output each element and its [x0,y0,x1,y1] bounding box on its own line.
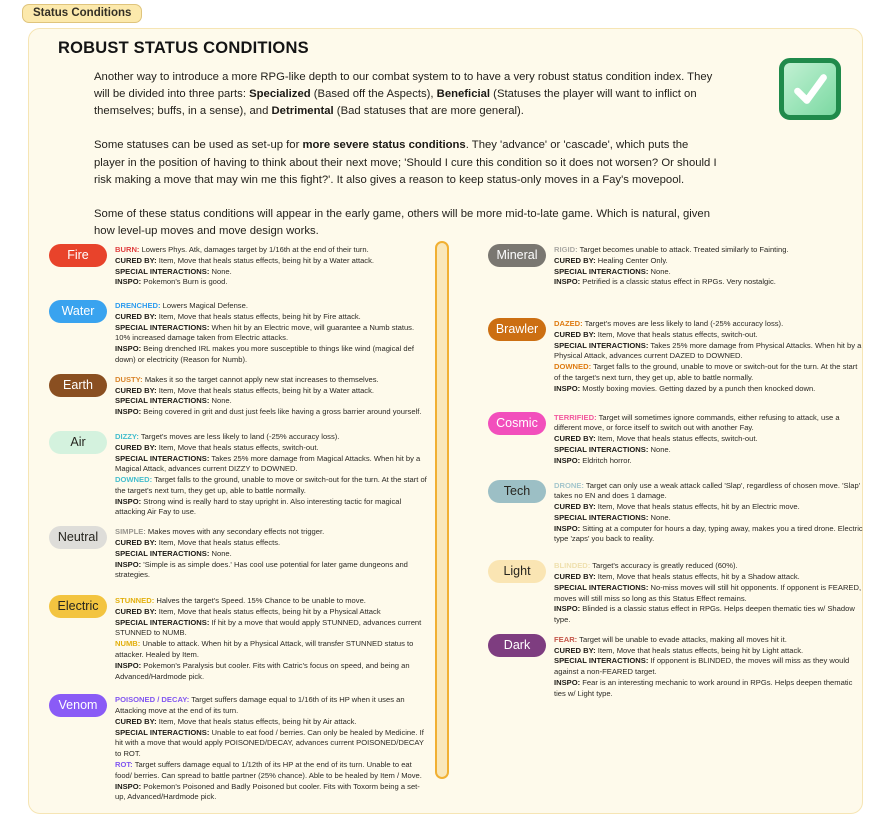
desc-text: Being covered in grit and dust just feels like having a gross barrier around yourself. [141,407,422,417]
desc-text: Unable to attack. When hit by a Physical Attack, will transfer STUNNED status to attacker. Healed by Item. [115,639,414,659]
aspect-pill: Neutral [49,526,107,549]
status-section [49,244,427,288]
desc-text: Healing Center Only. [595,255,668,265]
status-keyword: DRONE: [554,480,584,490]
status-line [554,572,864,583]
status-line [115,407,427,418]
aspect-pill-wrap [49,300,109,323]
field-label: INSPO: [115,277,142,287]
field-label: more severe status conditions [302,139,466,152]
desc-text: (Bad statuses that are more general). [333,105,524,118]
status-section [488,480,864,546]
status-line [115,538,427,549]
field-label: INSPO: [115,781,142,791]
status-line [554,319,864,330]
status-text [115,374,427,418]
field-label: SPECIAL INTERACTIONS: [554,266,649,276]
status-line [115,695,427,717]
status-line [554,384,864,395]
status-keyword: SIMPLE: [115,527,146,537]
status-keyword: DOWNED: [554,362,592,372]
status-line [115,497,427,519]
desc-text: None. [648,512,671,522]
desc-text: Item, Move that heals status effects, being hit by a Water attack. [156,385,374,395]
desc-text: Being drenched IRL makes you more susceptible to things like wind (magical def down) or electricity (Reason for Numb). [115,344,414,365]
field-label: INSPO: [554,678,581,687]
desc-text: Item, Move that heals status effects, hit by a Shadow attack. [595,571,800,581]
aspect-pill: Mineral [488,244,546,267]
field-label: SPECIAL INTERACTIONS: [554,582,649,592]
field-label: INSPO: [554,455,581,465]
field-label: CURED BY: [554,434,596,444]
desc-text: Lowers Magical Defense. [160,301,248,311]
aspect-pill-wrap [488,318,548,341]
status-line [115,475,427,497]
status-line [115,760,427,782]
field-label: SPECIAL INTERACTIONS: [115,617,210,627]
status-line [115,607,427,618]
desc-text: None. [648,444,671,454]
field-label: INSPO: [115,407,142,417]
status-keyword: BURN: [115,245,140,254]
field-label: CURED BY: [554,255,596,265]
status-keyword: STUNNED: [115,596,155,606]
status-keyword: POISONED / DECAY: [115,695,190,705]
desc-text: Some statuses can be used as set-up for [94,139,303,152]
desc-text: Petrified is a classic status effect in RPGs. Very nostalgic. [580,277,776,287]
desc-text: Blinded is a classic status effect in RPGs. Helps deepen thematic ties w/ Shadow type. [554,604,855,625]
status-section [49,431,427,518]
status-line [554,604,864,626]
desc-text: When hit by an Electric move, will guarantee a Numb status. 10% increased damage taken from Electric attacks. [115,322,415,343]
status-text [115,244,427,288]
desc-text: None. [209,266,232,276]
status-line [115,596,427,607]
field-label: CURED BY: [115,606,157,616]
field-label: SPECIAL INTERACTIONS: [554,656,649,666]
status-line [554,245,864,256]
aspect-pill-wrap [488,634,548,657]
desc-text: (Based off the Aspects), [310,88,437,101]
aspect-pill-wrap [49,374,109,397]
field-label: INSPO: [554,383,581,393]
aspect-pill-wrap [488,560,548,583]
aspect-pill: Electric [49,595,107,618]
status-line [554,341,864,363]
field-label: Specialized [249,88,311,101]
status-section [488,560,864,626]
desc-text: Target will sometimes ignore commands, either refusing to attack, use a different move, or force itself to switch out with another Fay. [554,412,840,433]
aspect-pill: Cosmic [488,412,546,435]
intro-paragraphs [94,69,722,257]
status-text [115,526,427,581]
status-text [554,560,864,626]
field-label: Beneficial [436,88,491,101]
page-title: ROBUST STATUS CONDITIONS [58,39,309,57]
aspect-pill-wrap [49,694,109,717]
desc-text: . They 'advance' or 'cascade', which puts the player in the position of having to think about their next move; 'Should I cure this condition so it does not worsen? Or should I risk making a move that may win me this fight?'. It also gives a reason to keep status-only moves in a Fay's movepool. [94,139,717,186]
desc-text: Target's accuracy is greatly reduced (60%). [590,561,738,571]
right-column [488,244,864,700]
field-label: INSPO: [115,344,142,354]
status-line [554,513,864,524]
field-label: SPECIAL INTERACTIONS: [115,727,210,737]
desc-text: None. [648,266,671,276]
desc-text: Sitting at a computer for hours a day, typing away, makes you a tired drone. Electric type 'zaps' you back to reality. [554,523,863,544]
status-line [554,445,864,456]
desc-text: If opponent is BLINDED, the moves will miss as they would against a non-FEARED target. [554,656,850,677]
desc-text: Item, Move that heals status effects. [156,537,281,547]
status-line [554,267,864,278]
intro-paragraph [94,137,722,188]
status-section [49,374,427,418]
status-line [554,561,864,572]
desc-text: Strong wind is really hard to stay upright in. Also interesting tactic for magical attacking Air Fay to use. [115,496,402,517]
desc-text: If hit by a move that would apply STUNNED, advances current STUNNED to NUMB. [115,617,422,638]
status-line [115,386,427,397]
aspect-pill-wrap [49,526,109,549]
status-section [488,244,864,288]
status-keyword: DRENCHED: [115,301,161,311]
field-label: SPECIAL INTERACTIONS: [115,322,210,332]
status-keyword: ROT: [115,760,133,770]
field-label: SPECIAL INTERACTIONS: [554,512,649,522]
field-label: INSPO: [115,496,142,506]
status-line [554,481,864,503]
field-label: SPECIAL INTERACTIONS: [115,266,210,276]
desc-text: Eldritch horror. [580,455,632,465]
status-line [554,646,864,657]
desc-text: Target suffers damage equal to 1/12th of its HP at the end of its turn. Unable to eat food/ berries. Can spread to battle partner (25% chance). Able to be healed by Item / Move. [115,760,422,780]
field-label: CURED BY: [115,716,157,726]
field-label: Detrimental [271,105,334,118]
field-label: INSPO: [115,559,142,569]
desc-text: Target will be unable to evade attacks, making all moves hit it. [577,634,787,644]
aspect-pill: Air [49,431,107,454]
status-line [115,323,427,345]
status-keyword: DOWNED: [115,475,153,485]
field-label: INSPO: [115,660,142,670]
desc-text: Takes 25% more damage from Magical Attacks. When hit by a Magical Attack, advances current DIZZY to DOWNED. [115,453,421,474]
intro-paragraph [94,206,722,240]
field-label: SPECIAL INTERACTIONS: [554,444,649,454]
field-label: SPECIAL INTERACTIONS: [115,548,210,558]
desc-text: Makes moves with any secondary effects not trigger. [145,527,325,537]
desc-text: Target becomes unable to attack. Treated similarly to Fainting. [577,245,789,254]
status-section [49,300,427,366]
checkmark-icon [779,58,841,120]
status-line [115,443,427,454]
aspect-pill-wrap [488,480,548,503]
status-line [115,639,427,661]
desc-text: Target falls to the ground, unable to move or switch-out for the turn. At the start of the target's next turn, they get up, able to battle normally. [554,362,858,383]
status-keyword: DUSTY: [115,374,143,384]
desc-text: Pokemon's Paralysis but cooler. Fits with Catric's focus on speed, and being an Advanced/Hardmode pick. [115,660,410,681]
desc-text: Another way to introduce a more RPG-like depth to our combat system to to have a very robust status condition index. They will be divided into three parts: [94,71,713,101]
status-line [115,256,427,267]
desc-text: Lowers Phys. Atk, damages target by 1/16th at the end of their turn. [139,245,369,254]
status-line [554,678,864,700]
desc-text: Item, Move that heals status effects, switch-out. [595,329,758,339]
status-line [115,717,427,728]
desc-text: None. [209,396,232,406]
status-line [115,375,427,386]
desc-text: Item, Move that heals status effects, switch-out. [156,442,319,452]
status-line [115,432,427,443]
content-card [28,28,863,814]
status-line [115,454,427,476]
field-label: CURED BY: [554,329,596,339]
status-text [115,694,427,803]
desc-text: Item, Move that heals status effects, hit by an Electric move. [595,502,800,512]
aspect-pill-wrap [488,412,548,435]
status-line [115,277,427,288]
desc-text: Target falls to the ground, unable to move or switch-out for the turn. At the start of the target's next turn, they get up, able to battle normally. [115,475,427,495]
field-label: SPECIAL INTERACTIONS: [115,453,210,463]
desc-text: Item, Move that heals status effects, switch-out. [595,434,758,444]
field-label: SPECIAL INTERACTIONS: [115,396,210,406]
status-keyword: NUMB: [115,639,141,649]
status-text [554,244,864,288]
aspect-pill: Dark [488,634,546,657]
aspect-pill: Venom [49,694,107,717]
aspect-pill-wrap [49,244,109,267]
status-line [554,362,864,384]
desc-text: Item, Move that heals status effects, being hit by Fire attack. [156,311,361,321]
status-line [115,267,427,278]
desc-text: Makes it so the target cannot apply new stat increases to themselves. [142,374,379,384]
aspect-pill: Fire [49,244,107,267]
desc-text: Item, Move that heals status effects, being hit by a Physical Attack [156,606,381,616]
desc-text: Target's moves are less likely to land (-25% accuracy loss). [582,319,784,329]
desc-text: Halves the target's Speed. 15% Chance to be unable to move. [154,596,366,606]
aspect-pill: Light [488,560,546,583]
aspect-pill: Brawler [488,318,546,341]
desc-text: Pokemon's Burn is good. [141,277,228,287]
status-line [115,245,427,256]
status-line [115,396,427,407]
aspect-pill: Water [49,300,107,323]
status-line [554,413,864,435]
status-keyword: TERRIFIED: [554,412,597,422]
status-section [49,595,427,682]
status-line [115,661,427,683]
desc-text: Target's moves are less likely to land (-25% accuracy loss). [138,431,340,441]
desc-text: Item, Move that heals status effects, being hit by Air attack. [156,716,357,726]
status-text [554,480,864,546]
status-line [115,618,427,640]
status-keyword: DAZED: [554,319,583,329]
status-text [115,595,427,682]
status-line [115,782,427,804]
status-line [115,728,427,760]
desc-text: Item, Move that heals status effects, being hit by Light attack. [595,645,804,655]
status-line [115,560,427,582]
desc-text: Some of these status conditions will appear in the early game, others will be more mid-to-late game. Which is natural, given how level-up moves and move design works. [94,207,710,238]
desc-text: Item, Move that heals status effects, being hit by a Water attack. [156,255,374,265]
status-line [554,583,864,605]
field-label: CURED BY: [554,571,596,581]
aspect-pill: Tech [488,480,546,503]
desc-text: None. [209,548,232,558]
status-line [554,434,864,445]
intro-paragraph [94,69,722,120]
status-keyword: DIZZY: [115,431,139,441]
status-line [554,330,864,341]
field-label: CURED BY: [115,537,157,547]
status-line [554,256,864,267]
column-divider [435,241,449,779]
status-line [554,277,864,288]
left-column [49,244,427,803]
status-section [49,526,427,581]
aspect-pill-wrap [49,595,109,618]
status-line [554,456,864,467]
field-label: CURED BY: [115,385,157,395]
field-label: SPECIAL INTERACTIONS: [554,340,649,350]
status-keyword: FEAR: [554,634,578,644]
status-line [115,301,427,312]
status-text [115,300,427,366]
status-line [115,527,427,538]
status-section [49,694,427,803]
status-text [554,634,864,700]
aspect-pill-wrap [488,244,548,267]
aspect-pill-wrap [49,431,109,454]
desc-text: Target can only use a weak attack called 'Slap', regardless of chosen move. 'Slap' takes no EN and does 1 damage. [554,480,861,501]
status-line [554,524,864,546]
desc-text: Unable to eat food / berries. Can only be healed by Medicine. If hit with a move that would apply POISONED/DECAY, advances current POISONED/DECAY to ROT. [115,727,424,759]
status-line [554,502,864,513]
field-label: CURED BY: [554,502,596,512]
field-label: CURED BY: [115,255,157,265]
status-text [554,412,864,467]
desc-text: (Statuses the player will want to inflict on themselves; buffs, in a sense), and [94,88,697,118]
aspect-pill: Earth [49,374,107,397]
desc-text: Mostly boxing movies. Getting dazed by a punch then knocked down. [580,383,816,393]
desc-text: Target suffers damage equal to 1/16th of its HP when it uses an Attacking move at the end of its turn. [115,695,405,716]
status-keyword: BLINDED: [554,561,591,571]
desc-text: Fear is an interesting mechanic to work around in RPGs. Helps deepen thematic ties w/ Light type. [554,678,853,698]
field-label: CURED BY: [554,645,596,655]
field-label: CURED BY: [115,311,157,321]
status-section [488,318,864,394]
desc-text: Pokemon's Poisoned and Badly Poisoned but cooler. Fits with Toxorm being a set-up, Advanced/Hardmode pick. [115,781,420,802]
field-label: CURED BY: [115,442,157,452]
desc-text: Takes 25% more damage from Physical Attacks. When hit by a Physical Attack, advances current DAZED to DOWNED. [554,340,862,361]
field-label: INSPO: [554,277,581,287]
status-section [488,412,864,467]
status-text [115,431,427,518]
page-tab[interactable]: Status Conditions [22,4,142,23]
field-label: INSPO: [554,523,581,533]
status-line [115,549,427,560]
desc-text: No-miss moves will still hit opponents. If opponent is FEARED, moves will still miss so long as this Status Effect remains. [554,582,862,603]
status-line [554,656,864,678]
status-line [554,635,864,646]
status-section [488,634,864,700]
status-line [115,312,427,323]
status-text [554,318,864,394]
desc-text: 'Simple is as simple does.' Has cool use potential for later game dungeons and strategies. [115,559,408,580]
field-label: INSPO: [554,604,581,614]
status-keyword: RIGID: [554,245,578,254]
status-line [115,344,427,366]
